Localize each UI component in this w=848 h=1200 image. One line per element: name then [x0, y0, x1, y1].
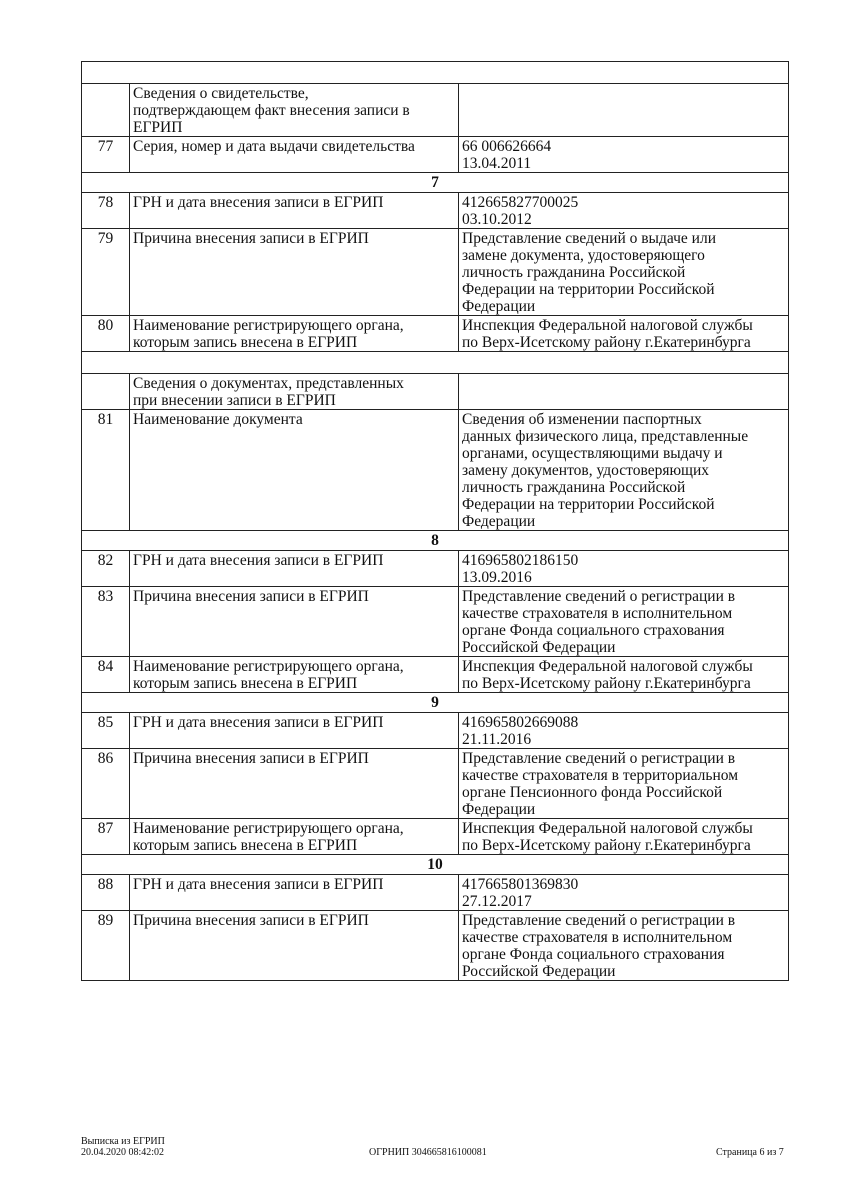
field-value-line: Инспекция Федеральной налоговой службы — [462, 317, 753, 334]
field-name — [130, 749, 459, 819]
row-number: 84 — [82, 657, 130, 693]
field-value — [459, 911, 789, 981]
field-value-line: 13.09.2016 — [462, 569, 532, 586]
field-value-line: Сведения об изменении паспортных — [462, 411, 702, 428]
table-row — [82, 657, 789, 693]
field-value-line: Федерации на территории Российской — [462, 281, 715, 298]
field-name — [130, 911, 459, 981]
row-number — [82, 374, 130, 410]
field-value-line: Инспекция Федеральной налоговой службы — [462, 820, 753, 837]
subheader-row — [82, 374, 789, 410]
field-value — [459, 193, 789, 229]
field-name-line: Сведения о свидетельстве, — [133, 85, 309, 102]
row-number: 83 — [82, 587, 130, 657]
table-row — [82, 819, 789, 855]
table-row — [82, 875, 789, 911]
field-name-line: Наименование регистрирующего органа, — [133, 317, 404, 334]
field-name-line: Сведения о документах, представленных — [133, 375, 404, 392]
field-value — [459, 875, 789, 911]
field-name — [130, 229, 459, 316]
field-value-line: Российской Федерации — [462, 639, 616, 656]
table-row — [82, 911, 789, 981]
field-value-line: 21.11.2016 — [462, 731, 532, 748]
field-value-line: данных физического лица, представленные — [462, 428, 749, 445]
field-value-line: Федерации на территории Российской — [462, 496, 715, 513]
field-name-line: ГРН и дата внесения записи в ЕГРИП — [133, 876, 384, 893]
field-name-line: которым запись внесена в ЕГРИП — [133, 837, 358, 854]
field-name — [130, 137, 459, 173]
field-value-line: Представление сведений о регистрации в — [462, 588, 736, 605]
footer-page-number: Страница 6 из 7 — [716, 1147, 784, 1158]
section-number: 9 — [82, 693, 789, 713]
table-body — [82, 62, 789, 981]
section-number-row — [82, 173, 789, 193]
field-value-line: 03.10.2012 — [462, 211, 532, 228]
field-value-line: качестве страхователя в территориальном — [462, 767, 739, 784]
field-name-line: Причина внесения записи в ЕГРИП — [133, 750, 369, 767]
field-value-line: по Верх-Исетскому району г.Екатеринбурга — [462, 675, 751, 692]
row-number: 79 — [82, 229, 130, 316]
field-value — [459, 819, 789, 855]
field-value — [459, 749, 789, 819]
section-number: 8 — [82, 531, 789, 551]
footer-doc-title: Выписка из ЕГРИП — [81, 1136, 165, 1147]
row-number: 82 — [82, 551, 130, 587]
row-number: 80 — [82, 316, 130, 352]
subheader-row — [82, 84, 789, 137]
table-row — [82, 587, 789, 657]
field-name-line: Причина внесения записи в ЕГРИП — [133, 230, 369, 247]
field-value-line: 416965802186150 — [462, 552, 579, 569]
field-value-line: Федерации — [462, 513, 536, 530]
row-number: 87 — [82, 819, 130, 855]
field-name — [130, 374, 459, 410]
footer-timestamp: 20.04.2020 08:42:02 — [81, 1147, 165, 1158]
field-name — [130, 410, 459, 531]
field-value-line: по Верх-Исетскому району г.Екатеринбурга — [462, 837, 751, 854]
field-value-line: Федерации — [462, 801, 536, 818]
section-number-row — [82, 855, 789, 875]
field-value — [459, 137, 789, 173]
row-number: 86 — [82, 749, 130, 819]
field-name — [130, 875, 459, 911]
field-name — [130, 713, 459, 749]
field-name — [130, 84, 459, 137]
table-row — [82, 193, 789, 229]
field-value-line: качестве страхователя в исполнительном — [462, 605, 733, 622]
row-number: 81 — [82, 410, 130, 531]
footer-left — [81, 1136, 165, 1158]
field-name-line: Причина внесения записи в ЕГРИП — [133, 912, 369, 929]
field-name-line: при внесении записи в ЕГРИП — [133, 392, 336, 409]
field-value-line: Представление сведений о выдаче или — [462, 230, 716, 247]
field-value-line: 417665801369830 — [462, 876, 579, 893]
blank-cell — [82, 352, 789, 374]
field-name-line: Причина внесения записи в ЕГРИП — [133, 588, 369, 605]
field-value — [459, 84, 789, 137]
field-value-line: 66 006626664 — [462, 138, 552, 155]
field-name — [130, 316, 459, 352]
field-value — [459, 374, 789, 410]
blank-separator-row — [82, 352, 789, 374]
field-value-line: Представление сведений о регистрации в — [462, 750, 736, 767]
field-name-line: которым запись внесена в ЕГРИП — [133, 675, 358, 692]
row-number: 89 — [82, 911, 130, 981]
field-name-line: Серия, номер и дата выдачи свидетельства — [133, 138, 415, 155]
field-value-line: качестве страхователя в исполнительном — [462, 929, 733, 946]
table-row — [82, 229, 789, 316]
field-value-line: органе Фонда социального страхования — [462, 946, 725, 963]
field-value — [459, 713, 789, 749]
section-number-row — [82, 531, 789, 551]
field-name — [130, 193, 459, 229]
field-name-line: которым запись внесена в ЕГРИП — [133, 334, 358, 351]
field-name-line: Наименование регистрирующего органа, — [133, 658, 404, 675]
blank-cell — [82, 62, 789, 84]
section-number-row — [82, 693, 789, 713]
field-value-line: личность гражданина Российской — [462, 479, 686, 496]
row-number: 85 — [82, 713, 130, 749]
field-value-line: органе Пенсионного фонда Российской — [462, 784, 723, 801]
field-name — [130, 587, 459, 657]
field-value — [459, 551, 789, 587]
field-value-line: органе Фонда социального страхования — [462, 622, 725, 639]
field-value-line: замене документа, удостоверяющего — [462, 247, 705, 264]
field-name — [130, 819, 459, 855]
field-name-line: ГРН и дата внесения записи в ЕГРИП — [133, 714, 384, 731]
row-number: 77 — [82, 137, 130, 173]
field-name — [130, 551, 459, 587]
field-value — [459, 229, 789, 316]
row-number: 78 — [82, 193, 130, 229]
blank-separator-row — [82, 62, 789, 84]
field-value-line: Представление сведений о регистрации в — [462, 912, 736, 929]
field-name-line: ГРН и дата внесения записи в ЕГРИП — [133, 552, 384, 569]
field-name-line: Наименование документа — [133, 411, 303, 428]
table-row — [82, 713, 789, 749]
field-value-line: замену документов, удостоверяющих — [462, 462, 710, 479]
field-name-line: Наименование регистрирующего органа, — [133, 820, 404, 837]
row-number: 88 — [82, 875, 130, 911]
table-row — [82, 551, 789, 587]
table-row — [82, 410, 789, 531]
field-value-line: 412665827700025 — [462, 194, 579, 211]
field-value-line: 416965802669088 — [462, 714, 579, 731]
row-number — [82, 84, 130, 137]
field-value — [459, 587, 789, 657]
field-value-line: 13.04.2011 — [462, 155, 532, 172]
table-row — [82, 316, 789, 352]
footer-ogrnip: ОГРНИП 304665816100081 — [369, 1147, 487, 1158]
field-value-line: 27.12.2017 — [462, 893, 532, 910]
field-value — [459, 316, 789, 352]
field-value — [459, 410, 789, 531]
field-value-line: по Верх-Исетскому району г.Екатеринбурга — [462, 334, 751, 351]
table-row — [82, 137, 789, 173]
field-value-line: Инспекция Федеральной налоговой службы — [462, 658, 753, 675]
egrip-extract-table — [81, 61, 789, 981]
field-value — [459, 657, 789, 693]
table-row — [82, 749, 789, 819]
section-number: 7 — [82, 173, 789, 193]
field-value-line: органами, осуществляющими выдачу и — [462, 445, 723, 462]
field-name-line: ЕГРИП — [133, 119, 183, 136]
field-value-line: личность гражданина Российской — [462, 264, 686, 281]
section-number: 10 — [82, 855, 789, 875]
field-name — [130, 657, 459, 693]
field-name-line: подтверждающем факт внесения записи в — [133, 102, 410, 119]
field-value-line: Федерации — [462, 298, 536, 315]
field-name-line: ГРН и дата внесения записи в ЕГРИП — [133, 194, 384, 211]
field-value-line: Российской Федерации — [462, 963, 616, 980]
